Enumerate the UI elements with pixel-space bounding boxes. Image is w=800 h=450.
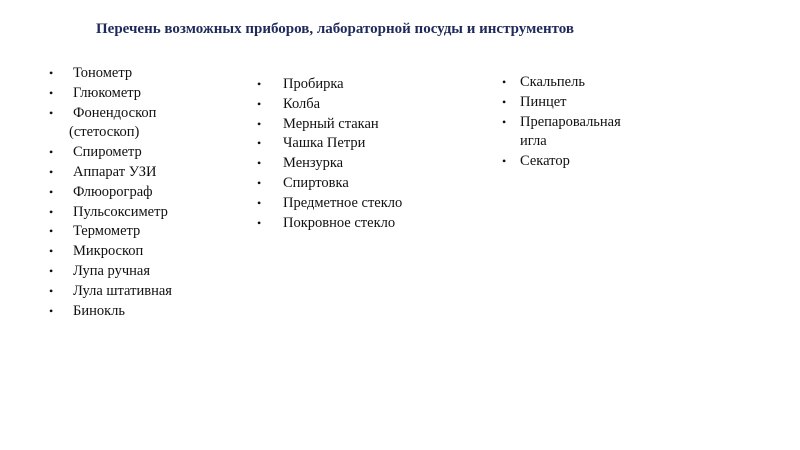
list-item: [257, 214, 402, 234]
bullet-icon: •: [49, 303, 54, 318]
bullet-icon: •: [49, 145, 54, 160]
bullet-icon: •: [49, 263, 54, 278]
list-item: [257, 134, 402, 154]
list-item: [49, 222, 172, 242]
list-item: [502, 113, 621, 153]
list-item: [502, 152, 621, 172]
bullet-icon: •: [49, 164, 54, 179]
list-item-label: Предметное стекло: [283, 194, 403, 211]
bullet-icon: •: [257, 195, 262, 210]
list-item-label: Пульсоксиметр: [73, 203, 168, 220]
bullet-icon: •: [257, 116, 262, 131]
bullet-icon: •: [49, 66, 54, 80]
list-item-label: Аппарат УЗИ: [73, 163, 157, 180]
bullet-icon: •: [257, 156, 262, 171]
list-item-continuation: игла: [520, 133, 547, 150]
bullet-icon: •: [502, 75, 507, 89]
list-item: [502, 73, 621, 93]
list-item: [49, 163, 172, 183]
bullet-icon: •: [257, 215, 262, 230]
list-item-label: Мерный стакан: [283, 115, 379, 132]
list-item-label: Фонендоскоп: [73, 104, 157, 121]
list-item-label: Микроскоп: [73, 243, 144, 260]
list-item: [257, 95, 402, 115]
list-item: [257, 154, 402, 174]
list-item: [49, 84, 172, 104]
list-item-label: Секатор: [520, 153, 570, 170]
list-item-label: Мензурка: [283, 155, 344, 172]
list-item: [49, 262, 172, 282]
bullet-icon: •: [49, 283, 54, 298]
list-item: [49, 183, 172, 203]
list-item-label: Флюорограф: [73, 183, 153, 200]
list-item-label: Термометр: [73, 223, 141, 240]
list-item: [257, 174, 402, 194]
list-item-label: Скальпель: [520, 74, 585, 90]
list-item-label: Бинокль: [73, 302, 125, 319]
devices-list: [49, 64, 172, 321]
bullet-icon: •: [49, 204, 54, 219]
page-title: Перечень возможных приборов, лабораторной посуды и инструментов: [96, 21, 575, 37]
bullet-icon: •: [49, 105, 54, 120]
bullet-icon: •: [49, 224, 54, 239]
bullet-icon: •: [257, 77, 262, 91]
list-item-label: Покровное стекло: [283, 214, 396, 231]
list-item: [49, 104, 172, 144]
labware-list: [257, 75, 403, 233]
list-item: [257, 75, 402, 95]
instruments-list: [502, 73, 621, 172]
bullet-icon: •: [257, 96, 262, 111]
bullet-icon: •: [502, 114, 507, 129]
list-item-label: Тонометр: [73, 65, 133, 81]
bullet-icon: •: [502, 154, 507, 169]
list-item: [49, 203, 172, 223]
list-item-label: Лула штативная: [73, 282, 172, 299]
list-item-label: Пробирка: [283, 76, 344, 92]
list-item: [49, 64, 172, 84]
list-item-label: Спиртовка: [283, 174, 349, 191]
list-item: [49, 242, 172, 262]
list-item-label: Препаровальная: [520, 113, 621, 130]
list-item: [502, 93, 621, 113]
bullet-icon: •: [502, 94, 507, 109]
bullet-icon: •: [257, 175, 262, 190]
list-item-continuation: (стетоскоп): [69, 124, 140, 141]
bullet-icon: •: [49, 244, 54, 259]
bullet-icon: •: [49, 184, 54, 199]
list-item: [49, 282, 172, 302]
list-item: [49, 302, 172, 322]
bullet-icon: •: [257, 136, 262, 151]
list-item: [257, 194, 403, 214]
list-item-label: Чашка Петри: [283, 135, 366, 152]
list-item-label: Лупа ручная: [73, 262, 151, 279]
list-item-label: Глюкометр: [73, 84, 142, 101]
list-item-label: Колба: [283, 95, 321, 112]
list-item: [49, 143, 172, 163]
list-item: [257, 115, 402, 135]
bullet-icon: •: [49, 85, 54, 100]
list-item-label: Пинцет: [520, 93, 567, 110]
list-item-label: Спирометр: [73, 144, 142, 161]
